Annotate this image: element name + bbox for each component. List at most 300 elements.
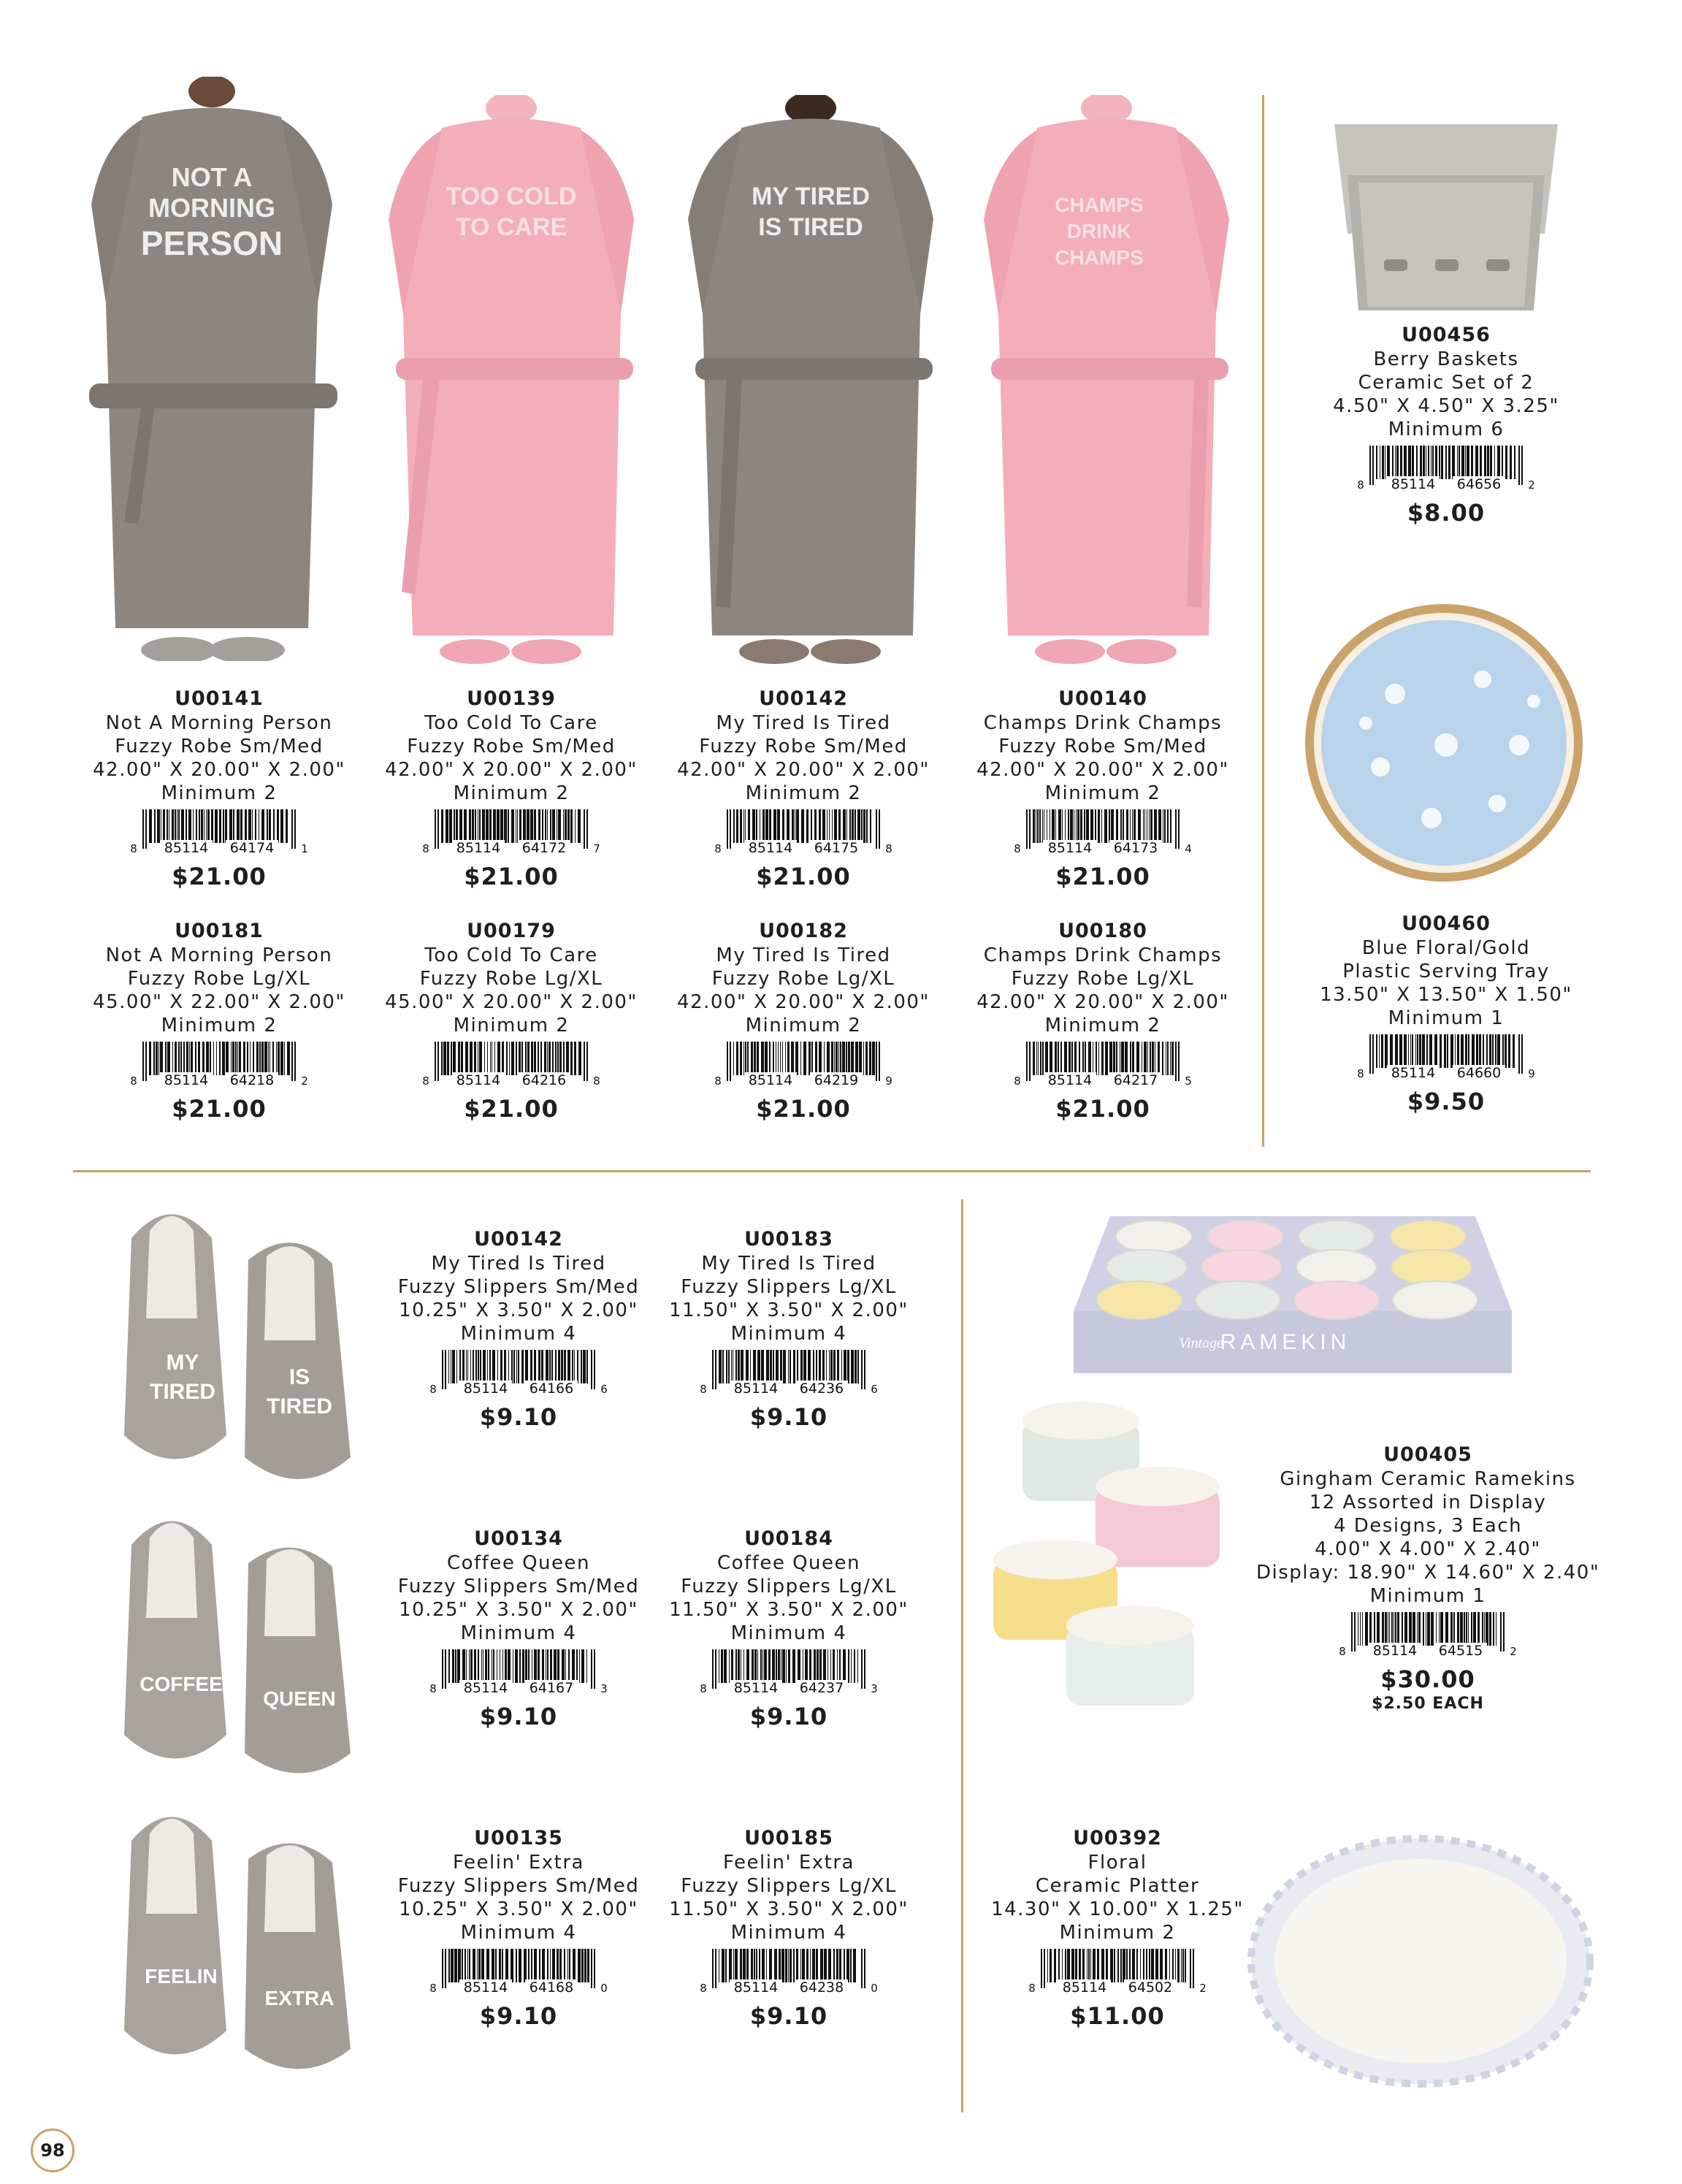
barcode-bar [1395, 1034, 1398, 1068]
barcode-bar [448, 1350, 449, 1383]
barcode-bar [790, 1949, 792, 1982]
product-name: My Tired Is Tired [701, 1253, 876, 1275]
barcode-bar [458, 1042, 460, 1075]
barcode-bar [786, 1649, 787, 1683]
barcode-digits: 8 [700, 1383, 707, 1395]
barcode-bar [583, 1350, 586, 1383]
product-unit-price: $2.50 EACH [1372, 1695, 1484, 1713]
barcode-bar [1126, 1949, 1128, 1982]
barcode-bar [1109, 1042, 1112, 1075]
barcode-bar [1417, 1034, 1418, 1068]
barcode-bar [782, 1649, 785, 1683]
barcode [128, 809, 310, 855]
barcode-bar [564, 1949, 565, 1982]
barcode-bar [565, 1649, 566, 1683]
barcode-digits: 8 [714, 1074, 722, 1087]
barcode-bar [509, 1042, 510, 1075]
barcode-bar [851, 1649, 852, 1683]
product-minimum: Minimum 1 [1388, 1007, 1505, 1029]
barcode-bar [1146, 1949, 1147, 1982]
barcode-bar [586, 1350, 588, 1383]
barcode-bar [722, 1949, 725, 1982]
barcode-bar [477, 1949, 478, 1982]
barcode-guard [291, 809, 293, 849]
barcode-bar [735, 1649, 737, 1683]
barcode-bar [528, 1649, 530, 1683]
barcode-bar [752, 1649, 754, 1683]
barcode-bar [1439, 446, 1440, 479]
barcode-bar [1154, 809, 1157, 843]
barcode-bar [1452, 446, 1455, 479]
barcode-bar [441, 1042, 443, 1075]
product-minimum: Minimum 2 [161, 782, 278, 804]
barcode-bar [1162, 1042, 1163, 1075]
barcode-bar [1497, 446, 1500, 479]
product-dimensions: 4.00" X 4.00" X 2.40" [1315, 1538, 1541, 1560]
barcode-bar [554, 1649, 557, 1683]
product-minimum: Minimum 4 [460, 1323, 577, 1345]
barcode-bar [499, 1949, 501, 1982]
barcode-bar [838, 1042, 839, 1075]
barcode-guard [1372, 446, 1374, 485]
barcode-bar [506, 1042, 508, 1075]
barcode-bar [1431, 1612, 1434, 1646]
barcode-bar [1483, 1034, 1484, 1068]
barcode-digits: 85114 [733, 1979, 779, 1994]
barcode-bar [216, 1042, 217, 1075]
barcode-bar [791, 1042, 794, 1075]
product-U00405 [1256, 1443, 1599, 1714]
barcode-bar [511, 1949, 513, 1982]
barcode-bar [542, 1649, 544, 1683]
barcode-bar [729, 1649, 730, 1683]
barcode-bar [1098, 1042, 1099, 1075]
barcode-bar [456, 809, 458, 843]
barcode-bar [492, 1949, 494, 1982]
barcode-bar [761, 1042, 764, 1075]
barcode-bar [1413, 1612, 1415, 1646]
barcode-bar [539, 1949, 540, 1982]
barcode-digits: 85114 [463, 1381, 508, 1395]
barcode-bar [561, 1350, 563, 1383]
barcode-digits: 8 [130, 1074, 137, 1087]
barcode-digits: 85114 [733, 1680, 779, 1695]
product-sku: U00184 [744, 1527, 833, 1550]
barcode-bar [538, 1350, 540, 1383]
barcode-guard [142, 809, 144, 849]
product-name: Feelin' Extra [453, 1852, 584, 1874]
barcode-bar [572, 1649, 575, 1683]
barcode-bar [1429, 1034, 1432, 1068]
barcode-bar [215, 809, 218, 843]
product-type: Fuzzy Slippers Lg/XL [681, 1276, 897, 1298]
barcode-bar [549, 1350, 551, 1383]
barcode-bar [548, 1042, 551, 1075]
slipper-print-3: IS [288, 1365, 310, 1389]
barcode-bar [1170, 1042, 1171, 1075]
barcode-bar [810, 1949, 811, 1982]
barcode-bar [725, 1949, 727, 1982]
barcode-digits: 64216 [521, 1072, 567, 1087]
barcode-digits: 8 [593, 1074, 600, 1087]
product-sku: U00405 [1383, 1443, 1472, 1466]
barcode-bar [803, 1042, 806, 1075]
product-price: $21.00 [172, 863, 267, 890]
product-price: $8.00 [1407, 499, 1486, 527]
barcode-bar [250, 1042, 251, 1075]
barcode-bar [1427, 1612, 1430, 1646]
barcode-bar [819, 1649, 822, 1683]
barcode-bar [261, 809, 264, 843]
barcode-bar [462, 1949, 463, 1982]
barcode-bar [1062, 1949, 1063, 1982]
barcode-bar [748, 809, 750, 843]
barcode-bar [814, 809, 817, 843]
product-sku: U00179 [467, 920, 556, 942]
product-U00181 [73, 919, 365, 1123]
barcode-bar [199, 809, 200, 843]
product-type: Fuzzy Slippers Sm/Med [397, 1576, 640, 1597]
barcode-bar [1484, 1612, 1485, 1646]
barcode-bar [765, 809, 768, 843]
barcode-bar [198, 1042, 200, 1075]
barcode-bar [551, 1350, 553, 1383]
barcode-bar [1502, 1034, 1504, 1068]
barcode-bar [534, 1649, 537, 1683]
barcode-bar [508, 809, 509, 843]
barcode-bar [785, 1042, 786, 1075]
barcode-guard [879, 809, 880, 849]
barcode-bar [788, 1949, 789, 1982]
barcode-bar [1098, 809, 1100, 843]
barcode-digits: 8 [429, 1383, 437, 1395]
barcode-guard [1521, 1034, 1523, 1074]
barcode-bar [456, 1350, 457, 1383]
barcode-digits: 64218 [229, 1072, 275, 1087]
barcode-bar [1042, 809, 1043, 843]
barcode-bar [842, 1042, 845, 1075]
barcode-bar [261, 1042, 264, 1075]
barcode-bar [253, 1042, 254, 1075]
barcode-bar [790, 1350, 791, 1383]
barcode-bar [1387, 446, 1390, 479]
product-minimum: Minimum 2 [161, 1015, 278, 1036]
barcode-bar [527, 809, 530, 843]
barcode-bar [843, 1649, 846, 1683]
barcode-digits: 3 [600, 1682, 608, 1695]
barcode-bar [1132, 1949, 1135, 1982]
barcode-guard [730, 809, 731, 849]
barcode-bar [731, 1350, 732, 1383]
barcode-bar [870, 809, 871, 843]
barcode-bar [736, 1042, 738, 1075]
barcode-bar [1038, 1042, 1039, 1075]
barcode-bar [542, 809, 543, 843]
product-name: Not A Morning Person [105, 944, 333, 966]
barcode-bar [812, 1949, 815, 1982]
barcode-bar [851, 1042, 854, 1075]
barcode-digits: 85114 [748, 840, 793, 855]
barcode-bar [819, 809, 821, 843]
product-minimum: Minimum 6 [1388, 419, 1505, 440]
barcode-bar [574, 1350, 575, 1383]
product-type: Fuzzy Slippers Lg/XL [681, 1875, 897, 1897]
barcode-bar [1419, 1034, 1421, 1068]
barcode-bar [731, 1649, 733, 1683]
barcode-bar [195, 1042, 196, 1075]
barcode-bar [502, 1949, 503, 1982]
barcode-bar [1090, 1949, 1091, 1982]
barcode-bar [470, 1350, 471, 1383]
barcode-bar [547, 809, 548, 843]
barcode-bar [157, 809, 160, 843]
barcode-bar [544, 1042, 546, 1075]
barcode-bar [239, 1042, 241, 1075]
slipper-print-1: FEELIN [145, 1965, 218, 1988]
barcode-digits: 0 [871, 1982, 878, 1994]
barcode [697, 1949, 880, 1994]
product-minimum: Minimum 4 [460, 1922, 577, 1944]
barcode-bar [1120, 1949, 1122, 1982]
barcode-bar [788, 1649, 790, 1683]
product-dimensions: 11.50" X 3.50" X 2.00" [669, 1599, 909, 1621]
barcode-bar [827, 1649, 828, 1683]
barcode-digits: 85114 [733, 1381, 779, 1395]
ramekin-box-brand: Vintage [1179, 1335, 1223, 1351]
product-type: Fuzzy Robe Lg/XL [1011, 968, 1195, 990]
slippers-image-coffee-queen [102, 1501, 380, 1793]
barcode-bar [206, 809, 207, 843]
barcode-digits: 64236 [799, 1381, 844, 1395]
barcode-bar [816, 1350, 817, 1383]
barcode-bar [773, 809, 776, 843]
barcode-guard [435, 809, 436, 849]
barcode-bar [1453, 1612, 1455, 1646]
barcode-bar [201, 809, 203, 843]
barcode-bar [1445, 446, 1447, 479]
barcode-digits: 9 [1528, 1067, 1535, 1080]
barcode-bar [167, 1042, 170, 1075]
barcode [712, 809, 895, 855]
barcode-bar [459, 809, 462, 843]
barcode-bar [563, 1042, 565, 1075]
barcode-bar [848, 1042, 850, 1075]
barcode-bar [1493, 1612, 1494, 1646]
barcode-bar [525, 1042, 527, 1075]
product-type: Fuzzy Robe Lg/XL [419, 968, 603, 990]
barcode-bar [1143, 1949, 1144, 1982]
barcode-bar [809, 1649, 811, 1683]
robe-image-my-tired-is-tired [672, 95, 949, 665]
barcode-bar [452, 1350, 455, 1383]
barcode-bar [827, 1042, 830, 1075]
barcode-bar [500, 1350, 502, 1383]
barcode-bar [750, 1350, 751, 1383]
barcode-bar [202, 1042, 204, 1075]
barcode-bar [277, 809, 279, 843]
barcode-bar [1170, 809, 1171, 843]
barcode-bar [490, 1042, 491, 1075]
barcode-bar [1440, 1612, 1443, 1646]
barcode-bar [808, 1350, 811, 1383]
barcode-bar [474, 1649, 476, 1683]
product-U00141 [73, 687, 365, 891]
barcode-bar [782, 1042, 783, 1075]
barcode-bar [1104, 809, 1107, 843]
product-U00184 [657, 1527, 920, 1731]
barcode-bar [1418, 1612, 1421, 1646]
barcode-guard [715, 1649, 716, 1689]
barcode-bar [193, 809, 194, 843]
barcode-bar [813, 1350, 814, 1383]
barcode-bar [736, 809, 738, 843]
barcode-bar [844, 1350, 846, 1383]
barcode-bar [1482, 1612, 1483, 1646]
barcode-digits: 5 [1185, 1074, 1192, 1087]
barcode-bar [1070, 809, 1073, 843]
barcode-bar [467, 1949, 468, 1982]
barcode-bar [857, 1350, 859, 1383]
barcode-bar [1392, 446, 1394, 479]
barcode-bar [743, 1042, 744, 1075]
barcode-bar [568, 1649, 570, 1683]
barcode-bar [441, 809, 443, 843]
product-minimum: Minimum 2 [1044, 1015, 1161, 1036]
barcode-bar [578, 809, 581, 843]
barcode-bar [191, 1042, 193, 1075]
barcode-bar [733, 809, 735, 843]
barcode-bar [743, 1649, 744, 1683]
barcode-bar [235, 1042, 237, 1075]
barcode-bar [831, 1042, 833, 1075]
barcode-bar [823, 1649, 826, 1683]
barcode-bar [740, 809, 742, 843]
barcode-digits: 6 [600, 1383, 608, 1395]
barcode-bar [175, 809, 176, 843]
barcode-bar [1362, 1612, 1363, 1646]
barcode-guard [594, 1649, 595, 1689]
product-type: Fuzzy Slippers Lg/XL [681, 1576, 897, 1597]
product-minimum: Minimum 2 [745, 782, 862, 804]
barcode-bar [566, 1042, 569, 1075]
barcode-bar [1171, 1042, 1174, 1075]
barcode-bar [837, 1649, 838, 1683]
barcode-digits: 2 [301, 1074, 308, 1087]
barcode-bar [1478, 1612, 1480, 1646]
barcode-bar [1381, 1034, 1383, 1068]
barcode-digits: 8 [429, 1982, 437, 1994]
barcode-bar [801, 809, 804, 843]
floral-tray-image [1300, 599, 1589, 887]
barcode-bar [1055, 809, 1056, 843]
barcode-bar [210, 1042, 211, 1075]
slippers-image-feelin-extra [102, 1797, 380, 2089]
barcode-bar [756, 1949, 757, 1982]
barcode-bar [729, 1949, 732, 1982]
product-dimensions: 45.00" X 20.00" X 2.00" [385, 991, 638, 1013]
barcode-bar [494, 1042, 495, 1075]
barcode-bar [757, 1350, 760, 1383]
barcode-bar [483, 1350, 486, 1383]
barcode-bar [276, 1042, 277, 1075]
barcode-guard [291, 1042, 293, 1081]
barcode-bar [547, 1042, 548, 1075]
barcode-digits: 8 [700, 1982, 707, 1994]
barcode-bar [1409, 1612, 1412, 1646]
barcode-bar [746, 1649, 749, 1683]
barcode-digits: 64219 [814, 1072, 859, 1087]
barcode-bar [855, 1042, 858, 1075]
barcode-bar [1055, 1042, 1057, 1075]
product-type: Fuzzy Robe Sm/Med [998, 736, 1207, 757]
barcode [1355, 1034, 1537, 1080]
barcode-bar [1445, 1612, 1448, 1646]
barcode-bar [576, 1649, 578, 1683]
barcode-bar [1123, 1949, 1125, 1982]
barcode-bar [1069, 1042, 1071, 1075]
barcode-bar [541, 1350, 543, 1383]
product-type: Fuzzy Robe Sm/Med [407, 736, 616, 757]
barcode-bar [1382, 446, 1384, 479]
barcode-bar [811, 1042, 813, 1075]
gingham-ramekins-image [979, 1391, 1271, 1720]
page-number: 98 [31, 2128, 74, 2172]
barcode-bar [1042, 1042, 1044, 1075]
barcode-bar [267, 809, 268, 843]
barcode-bar [524, 1949, 527, 1982]
barcode [427, 1949, 610, 1994]
barcode-bar [1426, 1034, 1428, 1068]
barcode-digits: 64237 [799, 1680, 844, 1695]
barcode-bar [272, 1042, 274, 1075]
barcode-bar [538, 1042, 539, 1075]
barcode-bar [1412, 446, 1414, 479]
barcode-digits: 8 [1014, 1074, 1021, 1087]
barcode-bar [269, 809, 271, 843]
barcode-bar [781, 1949, 784, 1982]
product-type: Fuzzy Slippers Sm/Med [397, 1276, 640, 1298]
barcode-bar [1130, 1042, 1131, 1075]
barcode-bar [1086, 809, 1089, 843]
barcode-bar [502, 1042, 504, 1075]
barcode-bar [1513, 1034, 1515, 1068]
product-type: Plastic Serving Tray [1342, 961, 1550, 982]
product-price: $21.00 [756, 863, 851, 890]
barcode-bar [1385, 1612, 1387, 1646]
barcode-bar [1450, 1034, 1453, 1068]
barcode-bar [800, 1042, 801, 1075]
barcode-bar [511, 809, 514, 843]
barcode-bar [1435, 446, 1437, 479]
barcode-bar [765, 1042, 768, 1075]
barcode-bar [1379, 1034, 1380, 1068]
barcode-bar [1492, 1034, 1494, 1068]
barcode-bar [559, 1042, 562, 1075]
barcode-bar [1395, 446, 1396, 479]
barcode-bar [572, 1350, 573, 1383]
barcode-bar [843, 809, 846, 843]
barcode-bar [1395, 1612, 1396, 1646]
barcode-bar [1460, 1612, 1463, 1646]
barcode-bar [833, 1949, 835, 1982]
barcode-bar [857, 809, 860, 843]
barcode-digits: 8 [422, 1074, 429, 1087]
barcode-guard [1521, 446, 1523, 485]
barcode [1337, 1612, 1519, 1657]
barcode-bar [806, 1949, 808, 1982]
barcode-guard [591, 1949, 592, 1988]
barcode-bar [1033, 1042, 1035, 1075]
